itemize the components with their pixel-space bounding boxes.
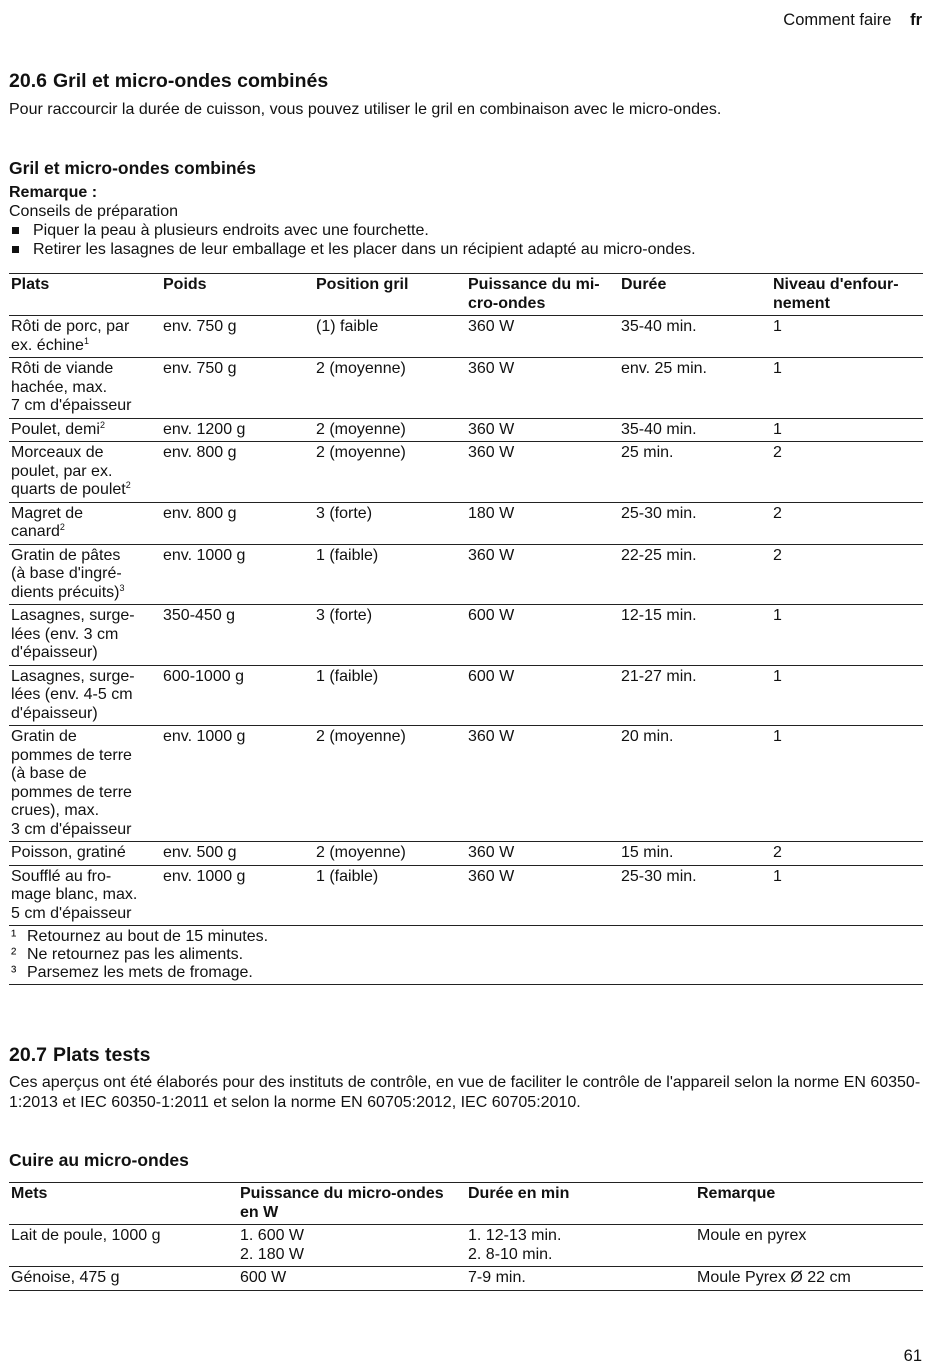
dish-name: Lasagnes, surge- lées (env. 3 cm d'épaisseur) [11, 607, 135, 661]
dish-cell [9, 865, 161, 926]
shelf-level-cell: 2 [773, 444, 782, 461]
dish-cell [9, 726, 161, 842]
footnote-ref: 2 [99, 419, 105, 430]
column-header: Durée [621, 276, 667, 293]
table-header-row [9, 1183, 923, 1225]
section-title: Plats tests [52, 1044, 151, 1066]
bullet-square-icon [12, 246, 19, 253]
remark-text: Conseils de préparation [9, 203, 178, 220]
duration-cell: 21-27 min. [621, 667, 697, 685]
shelf-level-cell: 1 [773, 607, 782, 624]
microwave-power-cell: 360 W [468, 318, 515, 335]
shelf-level-cell: 1 [773, 667, 782, 685]
remark-list-item-text: Retirer les lasagnes de leur emballage et les placer dans un récipient adapté au micro-ondes. [33, 241, 696, 258]
remark-list-item-text: Piquer la peau à plusieurs endroits avec une fourchette. [33, 222, 429, 239]
section-20-7-intro: Ces aperçus ont été élaborés pour des instituts de contrôle, en vue de faciliter le contrôle de l'appareil selon la norme EN 60350-1:2013 et IEC 60350-1:2011 et selon la norme EN 60705:2012, IEC 60705:2010. [9, 1074, 921, 1111]
grill-position-cell: 2 (moyenne) [316, 728, 406, 745]
microwave-power-cell: 360 W [468, 546, 515, 564]
weight-cell: env. 1000 g [163, 867, 246, 885]
dish-name: Gratin de pâtes (à base d'ingré- dients précuits) [11, 546, 122, 601]
duration-cell: 25-30 min. [621, 504, 697, 522]
dish-cell [9, 605, 161, 666]
remark-cell: Moule en pyrex [697, 1227, 807, 1244]
microwave-power-cell: 600 W [468, 607, 515, 624]
dish-cell [9, 842, 161, 866]
table-row [9, 442, 923, 503]
dish-cell [9, 544, 161, 605]
dish-name: Poulet, demi [11, 420, 100, 438]
footnote-ref: 2 [59, 522, 65, 532]
footnote-ref: 3 [119, 582, 125, 593]
column-header: Puissance du micro-ondes en W [240, 1185, 444, 1221]
page-number: 61 [903, 1347, 922, 1365]
duration-cell: 25-30 min. [621, 867, 697, 885]
microwave-power-cell: 180 W [468, 504, 515, 522]
bullet-square-icon [12, 227, 19, 234]
dish-cell [9, 502, 161, 544]
microwave-power-cell: 360 W [468, 867, 515, 885]
dish-cell: Génoise, 475 g [11, 1269, 120, 1286]
grill-position-cell: 3 (forte) [316, 607, 373, 624]
grill-position-cell: 2 (moyenne) [316, 444, 406, 461]
shelf-level-cell: 1 [773, 360, 782, 377]
dish-name: Lasagnes, surge- lées (env. 4-5 cm d'épaisseur) [11, 667, 135, 722]
section-title: Gril et micro-ondes combinés [52, 70, 329, 92]
shelf-level-cell: 2 [773, 844, 782, 861]
section-20-6-intro: Pour raccourcir la durée de cuisson, vous pouvez utiliser le gril en combinaison avec le micro-ondes. [9, 101, 722, 118]
table-row [9, 418, 923, 442]
dish-name: Magret de canard [11, 504, 84, 540]
table-row [9, 842, 923, 866]
column-header: Position gril [316, 276, 409, 293]
microwave-power-cell: 600 W [240, 1269, 287, 1286]
table-row [9, 502, 923, 544]
column-header: Remarque [697, 1185, 776, 1202]
duration-cell: 20 min. [621, 728, 674, 745]
dish-name: Gratin de pommes de terre (à base de pommes de terre crues), max. 3 cm d'épaisseur [11, 728, 132, 838]
table-row [9, 358, 923, 419]
remark-block [9, 183, 923, 259]
shelf-level-cell: 1 [773, 318, 782, 335]
microwave-power-cell: 1. 600 W 2. 180 W [240, 1227, 305, 1263]
combi-cooking-table [9, 273, 923, 985]
microwave-subheading: Cuire au micro-ondes [9, 1150, 189, 1170]
grill-position-cell: 2 (moyenne) [316, 360, 406, 377]
dish-name: Soufflé au fro- mage blanc, max. 5 cm d'épaisseur [11, 867, 138, 922]
dish-cell [9, 442, 161, 503]
dish-name: Rôti de viande hachée, max. 7 cm d'épaisseur [11, 360, 132, 414]
weight-cell: env. 750 g [163, 360, 237, 377]
duration-cell: env. 25 min. [621, 360, 707, 377]
section-number: 20.7 [9, 1044, 47, 1066]
weight-cell: env. 1000 g [163, 728, 246, 745]
microwave-power-cell: 360 W [468, 444, 515, 461]
dish-cell [9, 316, 161, 358]
remark-list-item [9, 240, 923, 259]
grill-position-cell: (1) faible [316, 318, 379, 335]
dish-name: Poisson, gratiné [11, 844, 126, 861]
duration-cell: 12-15 min. [621, 607, 697, 624]
running-header [783, 10, 922, 30]
weight-cell: env. 800 g [163, 504, 237, 522]
table-row [9, 316, 923, 358]
column-header: Durée en min [468, 1185, 570, 1202]
shelf-level-cell: 2 [773, 546, 782, 564]
dish-cell [9, 665, 161, 726]
shelf-level-cell: 1 [773, 867, 782, 885]
combi-subheading: Gril et micro-ondes combinés [9, 158, 256, 178]
weight-cell: env. 750 g [163, 318, 237, 335]
microwave-power-cell: 360 W [468, 360, 515, 377]
duration-cell: 35-40 min. [621, 420, 697, 438]
grill-position-cell: 1 (faible) [316, 867, 379, 885]
duration-cell: 35-40 min. [621, 318, 697, 335]
running-header-language: fr [910, 11, 922, 29]
duration-cell: 25 min. [621, 444, 674, 461]
footnotes [9, 926, 923, 985]
footnote [11, 928, 921, 946]
table-row [9, 1267, 923, 1291]
running-header-chapter: Comment faire [783, 11, 892, 29]
column-header: Mets [11, 1185, 48, 1202]
table-row [9, 1225, 923, 1267]
duration-cell: 1. 12-13 min. 2. 8-10 min. [468, 1227, 562, 1263]
remark-list [9, 221, 923, 259]
microwave-power-cell: 600 W [468, 667, 515, 685]
dish-cell: Lait de poule, 1000 g [11, 1227, 161, 1244]
microwave-power-cell: 360 W [468, 844, 515, 861]
weight-cell: 350-450 g [163, 607, 236, 624]
footnote-mark: ³ [11, 964, 17, 981]
table-row [9, 544, 923, 605]
dish-name: Rôti de porc, par ex. échine [11, 318, 130, 354]
footnote [11, 946, 921, 964]
test-dishes-table [9, 1182, 923, 1291]
column-header: Niveau d'enfour- nement [773, 276, 899, 312]
microwave-power-cell: 360 W [468, 420, 515, 438]
footnote-text: Parsemez les mets de fromage. [27, 964, 253, 981]
grill-position-cell: 2 (moyenne) [316, 420, 406, 438]
grill-position-cell: 1 (faible) [316, 667, 379, 685]
column-header: Puissance du mi- cro-ondes [468, 276, 600, 312]
section-number: 20.6 [9, 70, 47, 92]
column-header: Poids [163, 276, 207, 293]
remark-list-item [9, 221, 923, 240]
footnote-ref: 2 [125, 480, 131, 490]
footnote-text: Retournez au bout de 15 minutes. [27, 928, 269, 945]
section-20-7-heading [9, 1043, 151, 1067]
dish-cell [9, 358, 161, 419]
weight-cell: env. 500 g [163, 844, 237, 861]
footnote-ref: 1 [83, 335, 89, 346]
shelf-level-cell: 1 [773, 728, 782, 745]
footnote-text: Ne retournez pas les aliments. [27, 946, 244, 963]
table-row [9, 726, 923, 842]
duration-cell: 15 min. [621, 844, 674, 861]
weight-cell: env. 1000 g [163, 546, 246, 564]
table-row [9, 865, 923, 926]
grill-position-cell: 2 (moyenne) [316, 844, 406, 861]
weight-cell: 600-1000 g [163, 667, 244, 685]
duration-cell: 22-25 min. [621, 546, 697, 564]
footnote [11, 964, 921, 982]
grill-position-cell: 1 (faible) [316, 546, 379, 564]
footnote-mark: ¹ [11, 928, 17, 945]
table-row [9, 605, 923, 666]
section-20-6-heading [9, 69, 328, 93]
dish-name: Morceaux de poulet, par ex. quarts de poulet [11, 444, 126, 498]
weight-cell: env. 800 g [163, 444, 237, 461]
table-header-row [9, 274, 923, 316]
weight-cell: env. 1200 g [163, 420, 246, 438]
dish-cell [9, 418, 161, 442]
table-row [9, 665, 923, 726]
footnotes-row [9, 926, 923, 985]
shelf-level-cell: 1 [773, 420, 782, 438]
shelf-level-cell: 2 [773, 504, 782, 522]
column-header: Plats [11, 276, 50, 293]
grill-position-cell: 3 (forte) [316, 504, 373, 522]
remark-label: Remarque : [9, 184, 98, 201]
footnote-mark: ² [11, 946, 17, 963]
duration-cell: 7-9 min. [468, 1269, 526, 1286]
microwave-power-cell: 360 W [468, 728, 515, 745]
remark-cell: Moule Pyrex Ø 22 cm [697, 1269, 851, 1286]
